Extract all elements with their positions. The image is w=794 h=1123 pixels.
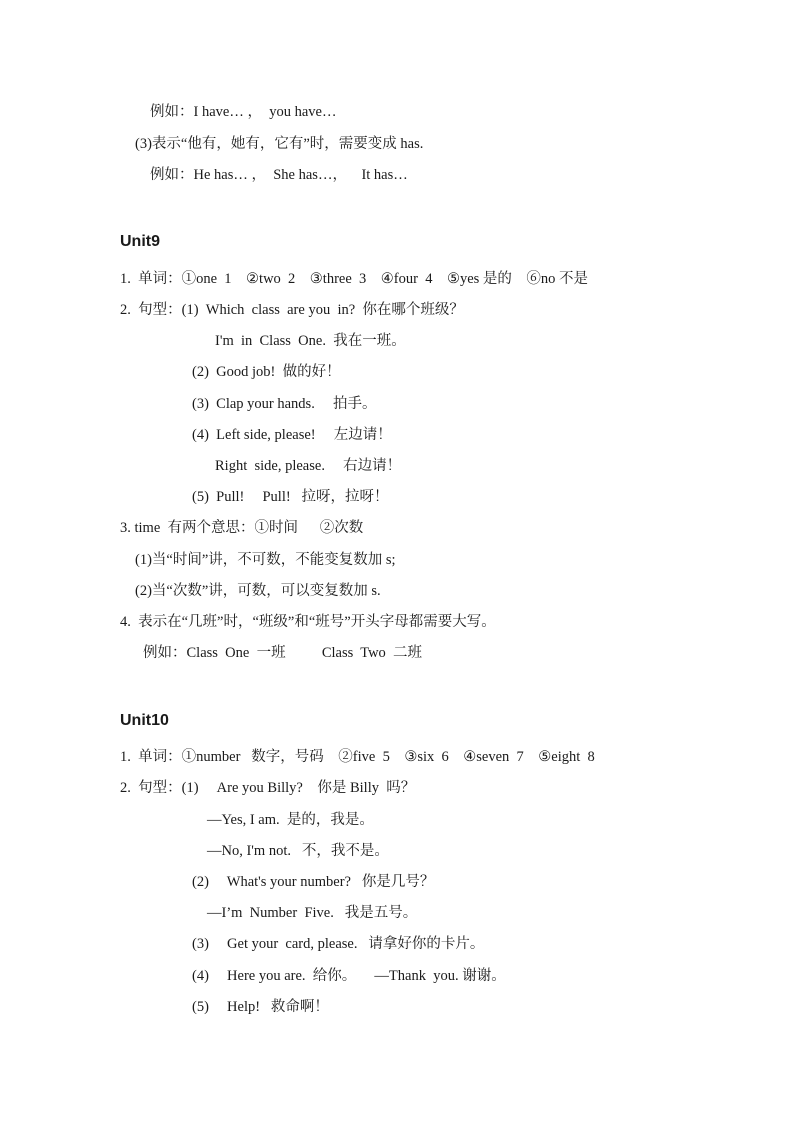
unit9-time-rule-1: (1)当“时间”讲，不可数，不能变复数加 s; (135, 552, 396, 568)
unit10-heading: Unit10 (120, 712, 169, 729)
unit9-class-rule: 4. 表示在“几班”时，“班级”和“班号”开头字母都需要大写。 (120, 614, 496, 630)
example-line-has: 例如：He has… ， She has…， It has… (150, 167, 408, 183)
unit9-sentence-5: (5) Pull! Pull! 拉呀，拉呀！ (192, 489, 389, 505)
rule-has-line: (3)表示“他有，她有，它有”时，需要变成 has. (135, 136, 424, 152)
unit10-sentence-1: 2. 句型：(1) Are you Billy? 你是 Billy 吗？ (120, 780, 416, 796)
unit9-sentence-4b: Right side, please. 右边请！ (215, 458, 402, 474)
unit9-sentence-3: (3) Clap your hands. 拍手。 (192, 396, 377, 412)
unit9-vocab-line: 1. 单词：①one 1 ②two 2 ③three 3 ④four 4 ⑤yes 是的 ⑥no 不是 (120, 271, 589, 287)
unit10-sentence-3: (3) Get your card, please. 请拿好你的卡片。 (192, 936, 485, 952)
unit9-time-rule-2: (2)当“次数”讲，可数，可以变复数加 s. (135, 583, 381, 599)
unit9-class-example: 例如：Class One 一班 Class Two 二班 (143, 645, 423, 661)
unit10-sentence-4: (4) Here you are. 给你。 —Thank you. 谢谢。 (192, 968, 506, 984)
example-line-have: 例如：I have… ， you have… (150, 104, 337, 120)
unit9-sentence-1: 2. 句型：(1) Which class are you in? 你在哪个班级？ (120, 302, 464, 318)
unit9-time-meanings: 3. time 有两个意思：①时间 ②次数 (120, 520, 364, 536)
unit10-sentence-5: (5) Help! 救命啊！ (192, 999, 329, 1015)
unit9-heading: Unit9 (120, 233, 160, 250)
unit10-sentence-2-answer: —I’m Number Five. 我是五号。 (207, 905, 418, 921)
unit9-sentence-4: (4) Left side, please! 左边请！ (192, 427, 392, 443)
unit10-sentence-1-yes: —Yes, I am. 是的，我是。 (207, 812, 374, 828)
unit10-sentence-2: (2) What's your number? 你是几号？ (192, 874, 435, 890)
unit9-sentence-1-answer: I'm in Class One. 我在一班。 (215, 333, 406, 349)
unit10-sentence-1-no: —No, I'm not. 不，我不是。 (207, 843, 389, 859)
unit10-vocab-line: 1. 单词：①number 数字，号码 ②five 5 ③six 6 ④seven 7 ⑤eight 8 (120, 749, 595, 765)
unit9-sentence-2: (2) Good job! 做的好！ (192, 364, 341, 380)
